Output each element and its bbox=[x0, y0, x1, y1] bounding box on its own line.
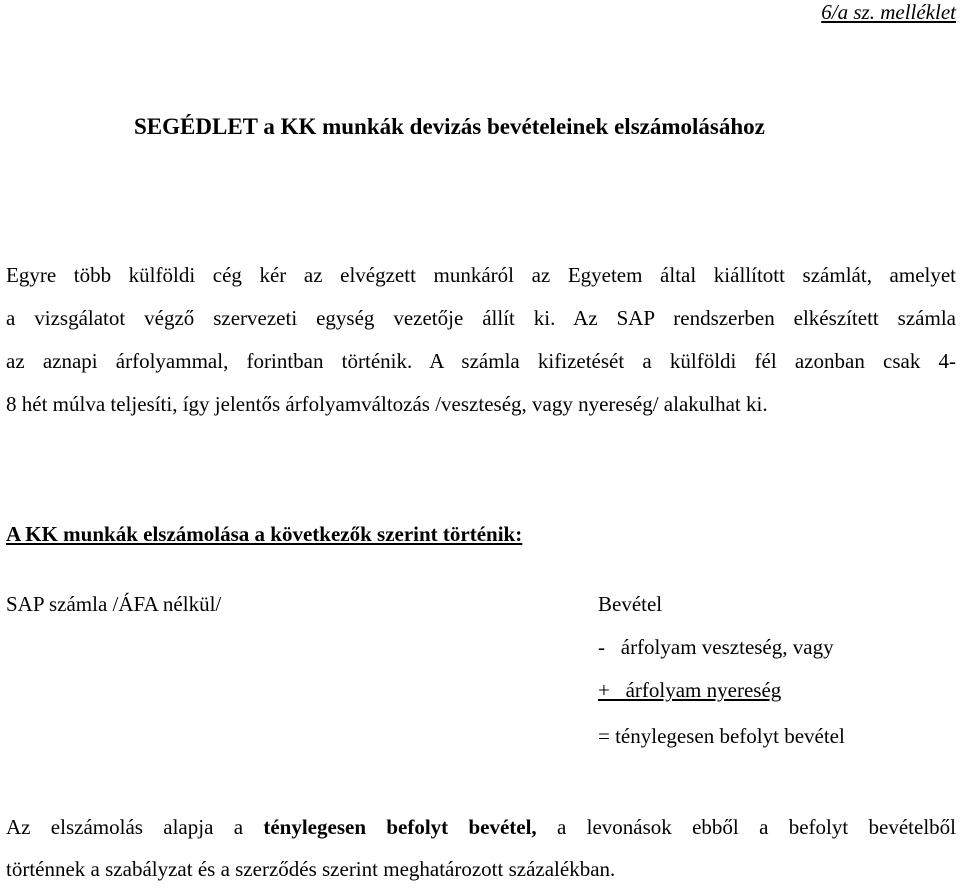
revenue-label: Bevétel bbox=[598, 592, 663, 616]
intro-line: a vizsgálatot végző szervezeti egység vezetője állít ki. Az SAP rendszerben elkészített számla bbox=[6, 306, 956, 330]
closing-paragraph bbox=[6, 806, 956, 890]
intro-line: az aznapi árfolyammal, forintban történik. A számla kifizetését a külföldi fél azonban csak 4- bbox=[6, 349, 956, 373]
intro-line: 8 hét múlva teljesíti, így jelentős árfolyamváltozás /veszteség, vagy nyereség/ alakulhat ki. bbox=[6, 392, 768, 416]
closing-text-end: a levonások ebből a befolyt bevételből bbox=[536, 815, 956, 839]
closing-line: történnek a szabályzat és a szerződés szerint meghatározott százalékban. bbox=[6, 857, 616, 881]
document-title: SEGÉDLET a KK munkák devizás bevételeinek elszámolásához bbox=[134, 114, 765, 139]
intro-line: Egyre több külföldi cég kér az elvégzett munkáról az Egyetem által kiállított számlát, amelyet bbox=[6, 263, 956, 287]
exchange-loss-label: - árfolyam veszteség, vagy bbox=[598, 635, 834, 659]
annex-label: 6/a sz. melléklet bbox=[821, 0, 956, 24]
closing-bold-phrase: ténylegesen befolyt bevétel, bbox=[263, 815, 537, 839]
sap-invoice-label: SAP számla /ÁFA nélkül/ bbox=[6, 592, 222, 616]
section-heading: A KK munkák elszámolása a következők szerint történik: bbox=[6, 522, 523, 546]
actual-revenue-label: = ténylegesen befolyt bevétel bbox=[598, 724, 845, 748]
closing-text-start: Az elszámolás alapja a bbox=[6, 815, 264, 839]
closing-line bbox=[6, 806, 956, 848]
exchange-gain-label: + árfolyam nyereség bbox=[598, 678, 782, 702]
intro-paragraph bbox=[6, 254, 956, 426]
